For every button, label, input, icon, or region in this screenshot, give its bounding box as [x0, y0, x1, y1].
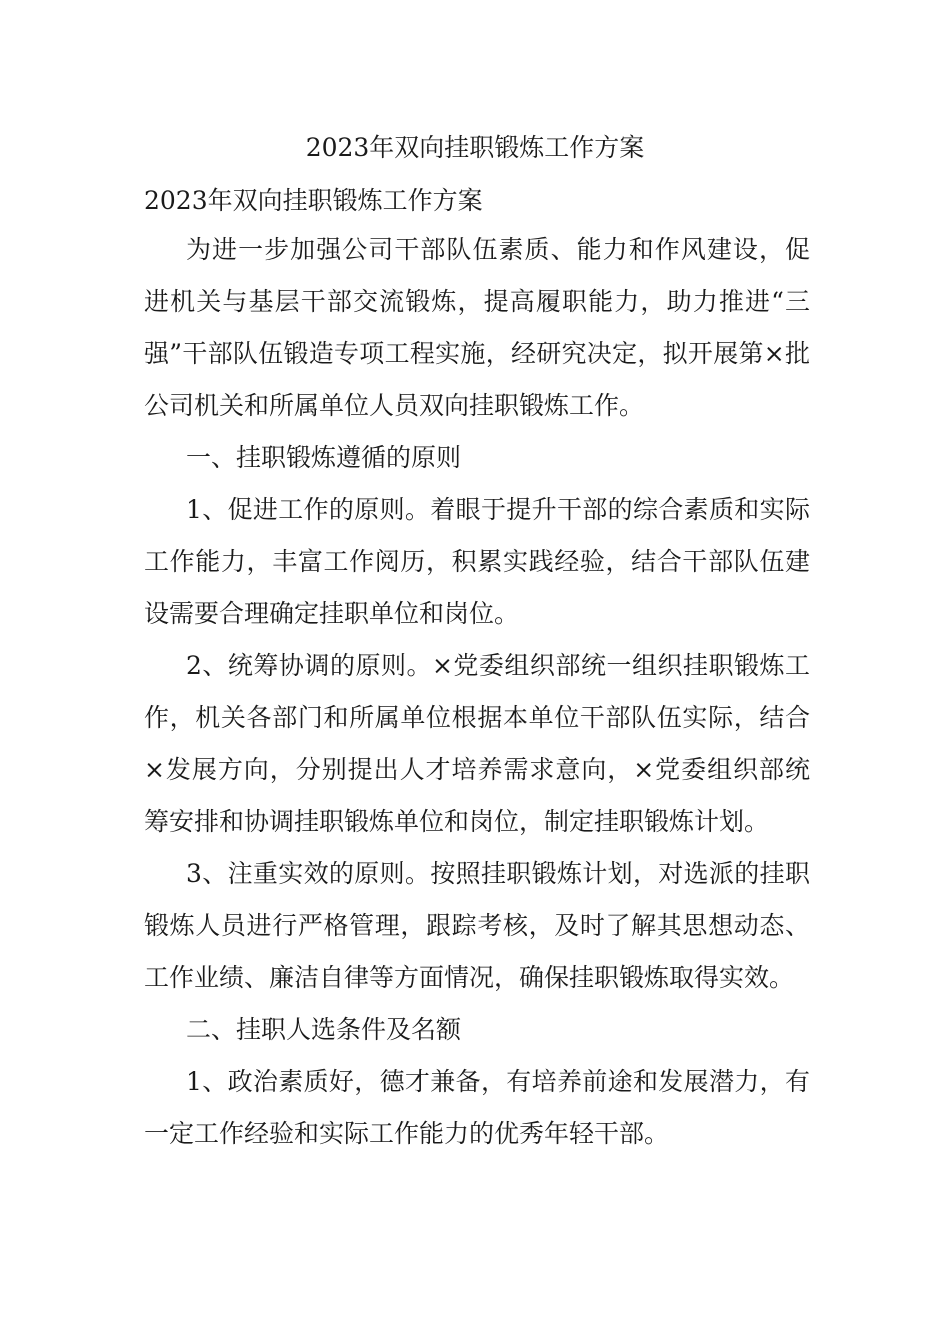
document-subtitle: 2023年双向挂职锻炼工作方案	[144, 186, 483, 215]
section-heading-principles: 一、挂职锻炼遵循的原则	[186, 443, 462, 472]
paragraph-candidate-1: 1、政治素质好，德才兼备，有培养前途和发展潜力，有一定工作经验和实际工作能力的优秀年轻干部。	[144, 1067, 810, 1148]
paragraph-principle-1: 1、促进工作的原则。着眼于提升干部的综合素质和实际工作能力，丰富工作阅历，积累实践经验，结合干部队伍建设需要合理确定挂职单位和岗位。	[144, 495, 810, 628]
document-body	[144, 224, 810, 1160]
section-heading-candidates: 二、挂职人选条件及名额	[186, 1015, 462, 1044]
paragraph-principle-3: 3、注重实效的原则。按照挂职锻炼计划，对选派的挂职锻炼人员进行严格管理，跟踪考核，及时了解其思想动态、工作业绩、廉洁自律等方面情况，确保挂职锻炼取得实效。	[144, 859, 810, 992]
paragraph-intro: 为进一步加强公司干部队伍素质、能力和作风建设，促进机关与基层干部交流锻炼，提高履职能力，助力推进“三强”干部队伍锻造专项工程实施，经研究决定，拟开展第×批公司机关和所属单位人员双向挂职锻炼工作。	[144, 235, 810, 420]
paragraph-principle-2: 2、统筹协调的原则。×党委组织部统一组织挂职锻炼工作，机关各部门和所属单位根据本单位干部队伍实际，结合×发展方向，分别提出人才培养需求意向，×党委组织部统筹安排和协调挂职锻炼单位和岗位，制定挂职锻炼计划。	[144, 651, 810, 836]
document-title: 2023年双向挂职锻炼工作方案	[305, 133, 645, 162]
